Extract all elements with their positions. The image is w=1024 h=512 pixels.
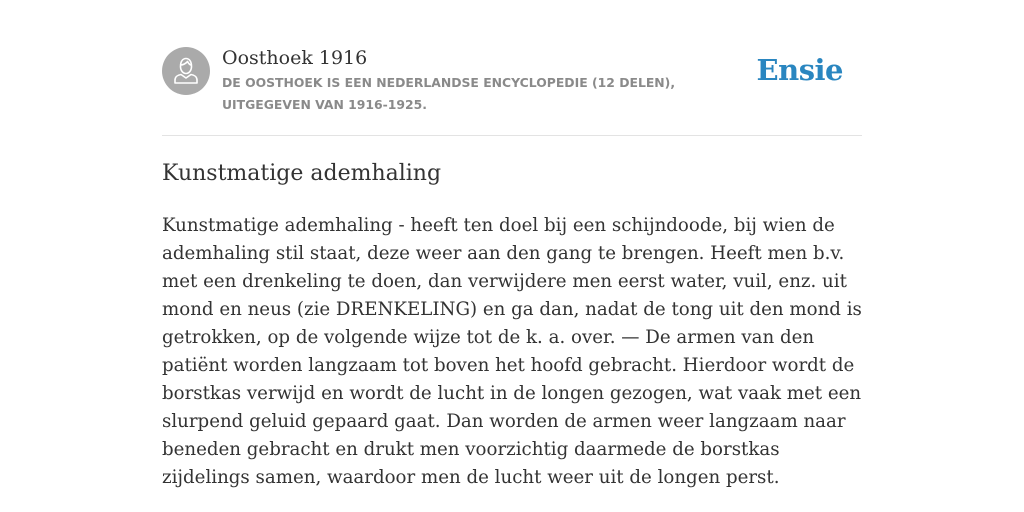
entry-title: Kunstmatige ademhaling <box>162 161 442 186</box>
entry-body: Kunstmatige ademhaling - heeft ten doel bij een schijndoode, bij wien de ademhaling stil staat, deze weer aan den gang te brengen. Heeft men b.v. met een drenkeling te doen, dan verwijdere men eerst water, vuil, enz. uit mond en neus (zie DRENKELING) en ga dan, nadat de tong uit den mond is getrokken, op de volgende wijze tot de k. a. over. — De armen van den patiënt worden langzaam tot boven het hoofd gebracht. Hierdoor wordt de borstkas verwijd en wordt de lucht in de longen gezogen, wat vaak met een slurpend geluid gepaard gaat. Dan worden de armen weer langzaam naar beneden gebracht en drukt men voorzichtig daarmede de borstkas zijdelings samen, waardoor men de lucht weer uit de longen perst. <box>162 215 862 488</box>
ensie-logo[interactable]: Ensie <box>756 53 843 87</box>
avatar[interactable] <box>162 47 210 95</box>
source-description: DE OOSTHOEK IS EEN NEDERLANDSE ENCYCLOPEDIE (12 DELEN), UITGEGEVEN VAN 1916-1925. <box>222 75 676 112</box>
user-silhouette-icon <box>162 47 210 95</box>
source-title[interactable]: Oosthoek 1916 <box>222 47 368 69</box>
source-header <box>162 44 862 136</box>
